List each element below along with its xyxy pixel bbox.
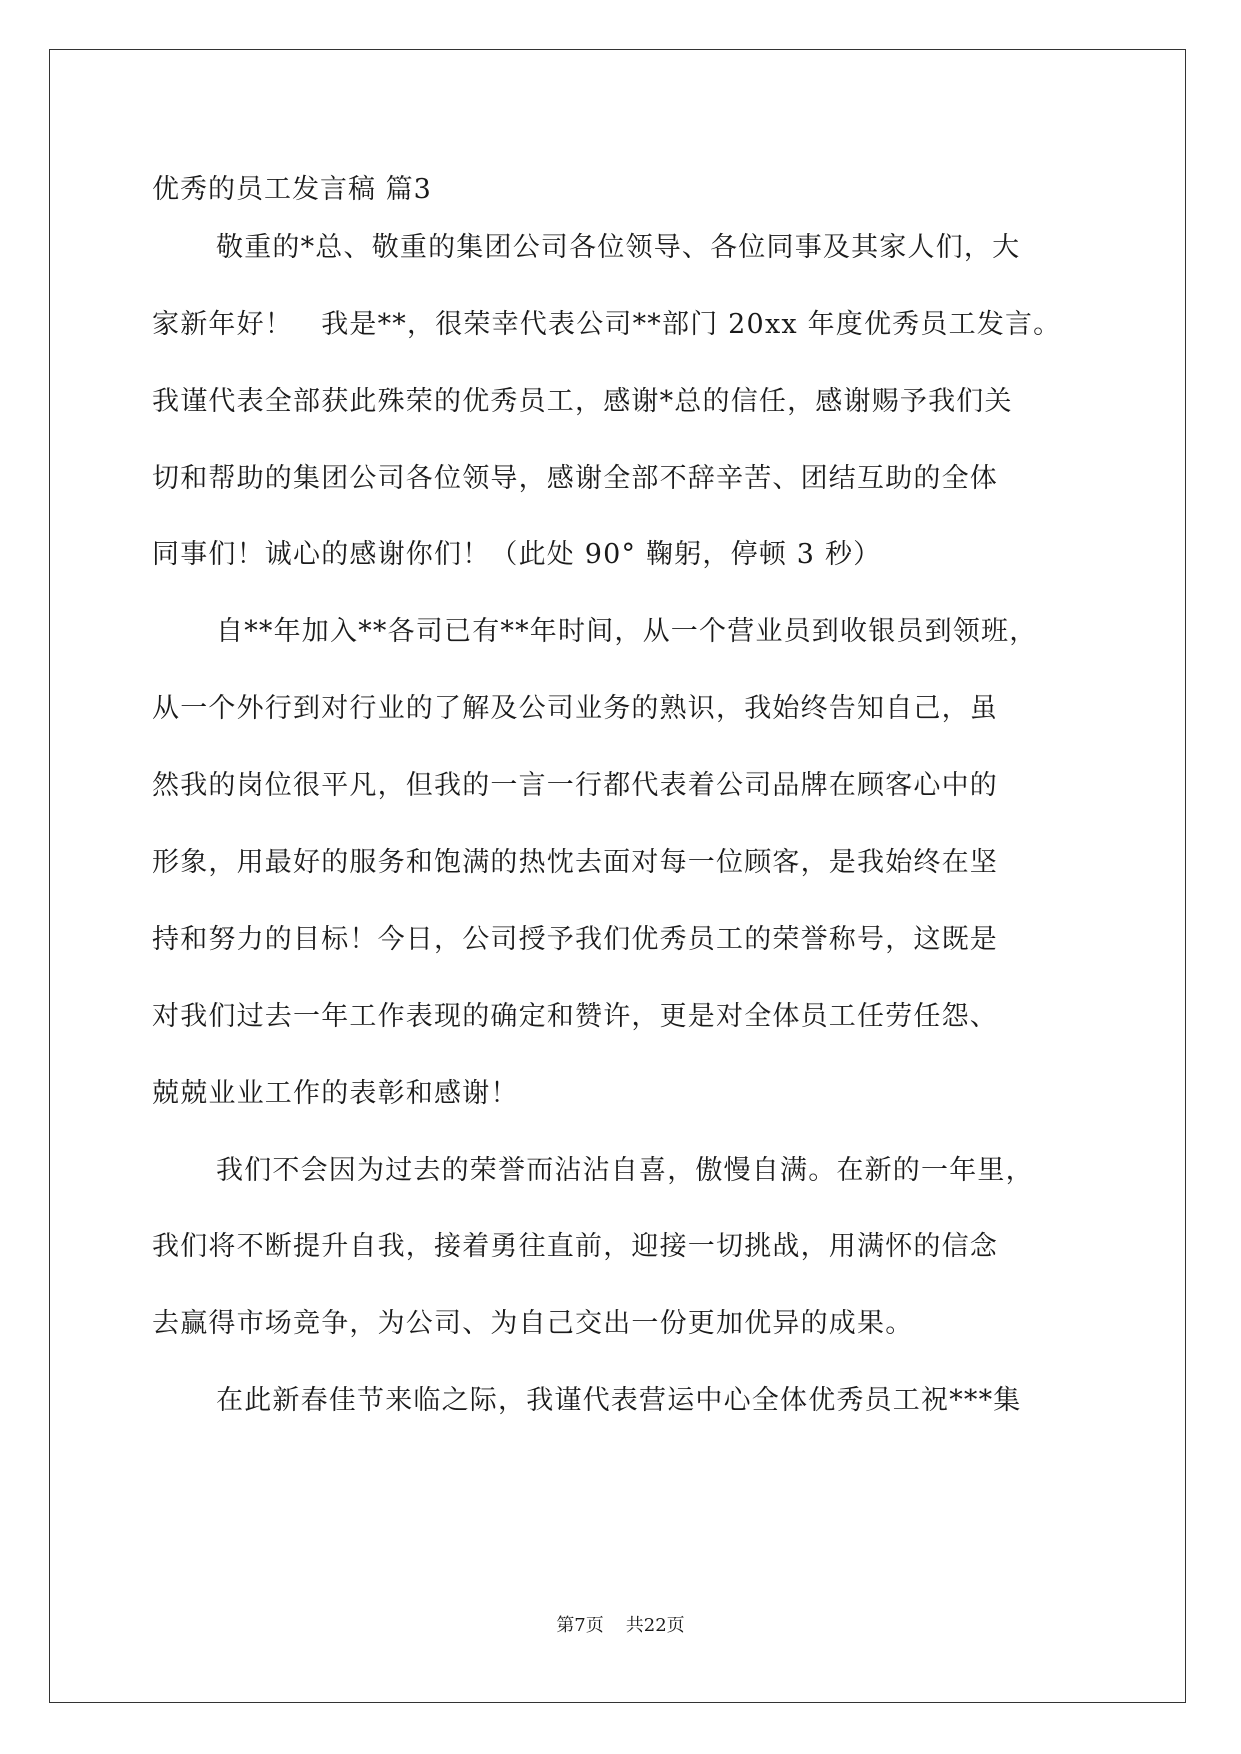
paragraph-line: 形象，用最好的服务和饱满的热忱去面对每一位顾客，是我始终在坚 [152,847,998,878]
paragraph-line: 然我的岗位很平凡，但我的一言一行都代表着公司品牌在顾客心中的 [152,770,998,801]
paragraph-line: 敬重的*总、敬重的集团公司各位领导、各位同事及其家人们，大 [216,232,1021,263]
paragraph-line: 去赢得市场竞争，为公司、为自己交出一份更加优异的成果。 [152,1308,914,1339]
paragraph-line: 我们将不断提升自我，接着勇往直前，迎接一切挑战，用满怀的信念 [152,1231,998,1262]
paragraph-line: 家新年好！ 我是**，很荣幸代表公司**部门 20xx 年度优秀员工发言。 [152,309,1062,340]
paragraph-line: 持和努力的目标！今日，公司授予我们优秀员工的荣誉称号，这既是 [152,924,998,955]
document-title: 优秀的员工发言稿 篇3 [152,174,432,205]
paragraph-line: 我们不会因为过去的荣誉而沾沾自喜，傲慢自满。在新的一年里， [216,1155,1034,1186]
paragraph-line: 自**年加入**各司已有**年时间，从一个营业员到收银员到领班， [216,616,1038,647]
page-number-current: 第7页 [556,1615,604,1636]
paragraph-line: 兢兢业业工作的表彰和感谢！ [152,1078,519,1109]
paragraph-line: 同事们！诚心的感谢你们！（此处 90° 鞠躬，停顿 3 秒） [152,539,882,570]
paragraph-line: 对我们过去一年工作表现的确定和赞许，更是对全体员工任劳任怨、 [152,1001,998,1032]
page-number-total: 共22页 [625,1615,685,1636]
page-footer [0,1614,1241,1638]
paragraph-line: 我谨代表全部获此殊荣的优秀员工，感谢*总的信任，感谢赐予我们关 [152,386,1013,417]
paragraph-line: 在此新春佳节来临之际，我谨代表营运中心全体优秀员工祝***集 [216,1385,1022,1416]
paragraph-line: 切和帮助的集团公司各位领导，感谢全部不辞辛苦、团结互助的全体 [152,463,998,494]
paragraph-line: 从一个外行到对行业的了解及公司业务的熟识，我始终告知自己，虽 [152,693,998,724]
